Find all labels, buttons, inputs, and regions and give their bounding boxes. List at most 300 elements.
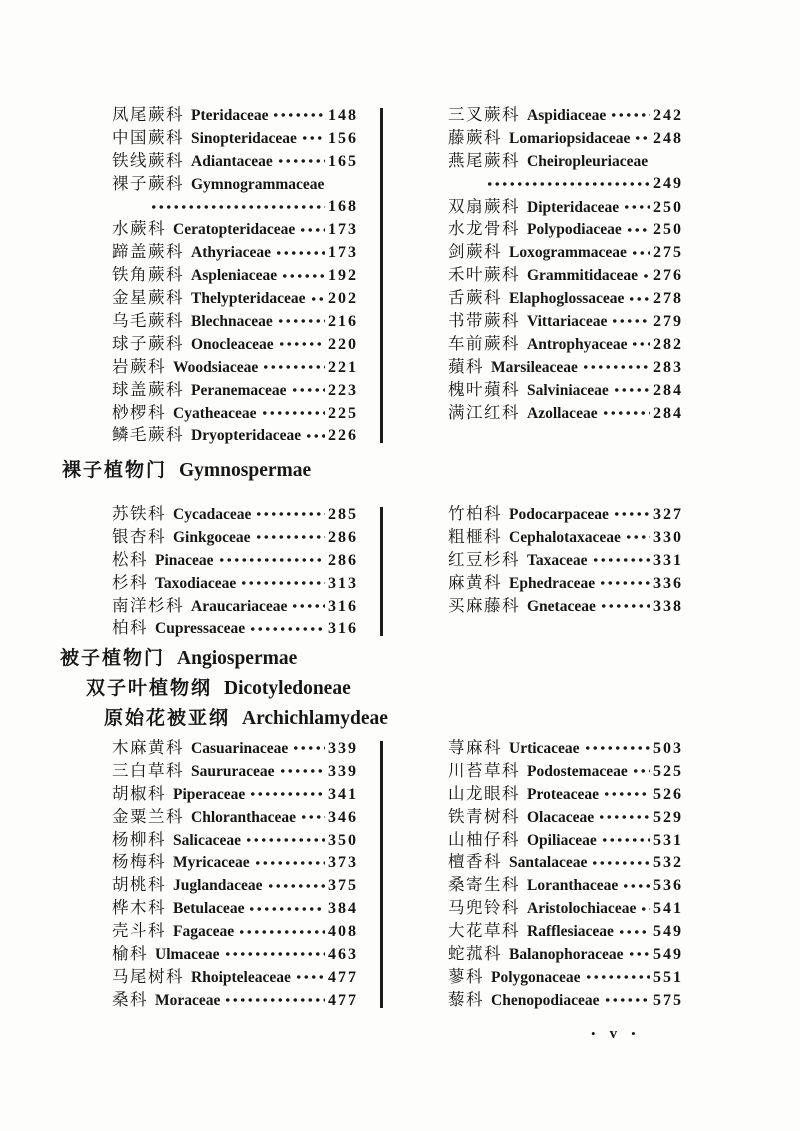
- family-name-latin: Juglandaceae: [173, 877, 263, 895]
- family-name-zh: 三叉蕨科: [448, 105, 520, 124]
- family-name-zh: 马兜铃科: [448, 898, 520, 918]
- dot-leader: [632, 767, 650, 775]
- dot-leader: [281, 272, 325, 280]
- family-name-latin: Moraceae: [155, 991, 221, 1009]
- page-number: 221: [328, 358, 358, 376]
- toc-entry: [112, 989, 358, 1012]
- family-name-zh: 壳斗科: [112, 921, 166, 941]
- toc-entry: [448, 829, 683, 852]
- toc-entry: [448, 549, 683, 572]
- toc-entry: [448, 760, 683, 783]
- dot-leader: [592, 556, 650, 564]
- angiosperm-left-column: [112, 737, 358, 1012]
- dot-leader: [486, 180, 650, 188]
- dot-leader: [275, 249, 325, 257]
- family-name-zh: 双扇蕨科: [448, 196, 520, 216]
- dot-leader: [292, 744, 325, 752]
- dot-leader: [623, 203, 650, 211]
- page-number: 275: [653, 244, 683, 262]
- toc-entry: [112, 333, 358, 356]
- page-number: 541: [653, 900, 683, 918]
- toc-entry: [112, 379, 358, 402]
- toc-entry: [448, 196, 683, 219]
- toc-entry: [448, 503, 683, 526]
- heading-latin: Angiospermae: [177, 648, 298, 669]
- dot-leader: [642, 272, 650, 280]
- toc-entry: [448, 287, 683, 310]
- toc-entry: [112, 196, 358, 219]
- page-number: 375: [328, 877, 358, 895]
- page-number: 532: [653, 854, 683, 872]
- page-number: 531: [653, 831, 683, 849]
- page-number: 536: [653, 877, 683, 895]
- toc-entry: [448, 173, 683, 196]
- family-name-latin: Vittariaceae: [527, 313, 608, 331]
- toc-entry: [112, 966, 358, 989]
- family-name-latin: Sinopteridaceae: [191, 129, 297, 147]
- dot-leader: [600, 602, 650, 610]
- family-name-latin: Thelypteridaceae: [191, 290, 306, 308]
- family-name-zh: 南洋杉科: [112, 595, 184, 615]
- family-name-latin: Pinaceae: [155, 551, 214, 569]
- page-number: 341: [328, 785, 358, 803]
- toc-entry: [112, 760, 358, 783]
- page-number: 477: [328, 991, 358, 1009]
- toc-entry: [448, 379, 683, 402]
- page-number: 338: [653, 597, 683, 615]
- toc-entry: [448, 806, 683, 829]
- page-number: 477: [328, 968, 358, 986]
- family-name-latin: Taxodiaceae: [155, 574, 237, 592]
- family-name-zh: 裸子蕨科: [112, 173, 184, 193]
- dot-leader: [625, 533, 650, 541]
- family-name-latin: Santalaceae: [509, 854, 588, 872]
- dot-leader: [618, 928, 650, 936]
- page-number: 284: [653, 404, 683, 422]
- family-name-zh: 粗榧科: [448, 526, 502, 546]
- toc-entry: [448, 356, 683, 379]
- toc-entry: [448, 897, 683, 920]
- family-name-zh: 檀香科: [448, 852, 502, 872]
- dot-leader: [628, 295, 650, 303]
- family-name-zh: 胡桃科: [112, 875, 166, 895]
- dot-leader: [640, 905, 650, 913]
- toc-entry: [112, 851, 358, 874]
- family-name-zh: 桑寄生科: [448, 875, 520, 895]
- page-number: 148: [328, 107, 358, 124]
- family-name-zh: 蘋科: [448, 356, 484, 376]
- family-name-zh: 山龙眼科: [448, 783, 520, 803]
- page-number: 216: [328, 313, 358, 331]
- page-number: 173: [328, 221, 358, 239]
- dot-leader: [602, 409, 650, 417]
- toc-entry: [448, 310, 683, 333]
- heading-zh: 被子植物门: [60, 648, 166, 669]
- family-name-zh: 桫椤科: [112, 402, 166, 422]
- heading-zh: 裸子植物门: [62, 460, 168, 481]
- family-name-latin: Rafflesiaceae: [527, 923, 614, 941]
- family-name-latin: Aspleniaceae: [191, 267, 278, 285]
- heading-latin: Dicotyledoneae: [224, 678, 351, 699]
- toc-entry: [448, 874, 683, 897]
- dot-leader: [224, 996, 325, 1004]
- page-number: 525: [653, 762, 683, 780]
- toc-entry: [112, 783, 358, 806]
- family-name-latin: Cheiropleuriaceae: [527, 152, 649, 170]
- family-name-zh: 榆科: [112, 944, 148, 964]
- family-name-latin: Blechnaceae: [191, 313, 273, 331]
- dot-leader: [631, 340, 650, 348]
- toc-entry: [112, 150, 358, 173]
- toc-entry: [448, 920, 683, 943]
- toc-entry: [112, 424, 358, 447]
- dot-leader: [249, 790, 325, 798]
- toc-entry: [112, 617, 358, 640]
- dot-leader: [255, 510, 325, 518]
- page-number: 285: [328, 506, 358, 523]
- page-number: 250: [653, 198, 683, 216]
- family-name-zh: 铁青树科: [448, 806, 520, 826]
- family-name-zh: 水蕨科: [112, 219, 166, 239]
- family-name-latin: Araucariaceae: [191, 597, 288, 615]
- dot-leader: [610, 111, 650, 119]
- family-name-latin: Proteaceae: [527, 785, 599, 803]
- toc-entry: [112, 920, 358, 943]
- family-name-latin: Gnetaceae: [527, 597, 596, 615]
- section-ferns: [0, 104, 800, 447]
- family-name-latin: Casuarinaceae: [191, 740, 289, 757]
- family-name-zh: 木麻黄科: [112, 738, 184, 757]
- dot-leader: [254, 859, 325, 867]
- toc-entry: [112, 173, 358, 196]
- dot-leader: [631, 249, 650, 257]
- page-number: 313: [328, 574, 358, 592]
- family-name-latin: Chenopodiaceae: [491, 991, 600, 1009]
- family-name-latin: Salviniaceae: [527, 381, 609, 399]
- page-number: 242: [653, 107, 683, 124]
- dot-leader: [238, 928, 325, 936]
- family-name-latin: Pteridaceae: [191, 107, 269, 124]
- family-name-latin: Myricaceae: [173, 854, 250, 872]
- family-name-zh: 银杏科: [112, 526, 166, 546]
- family-name-zh: 松科: [112, 549, 148, 569]
- dot-leader: [310, 295, 325, 303]
- family-name-latin: Ulmaceae: [155, 946, 220, 964]
- dot-leader: [300, 813, 325, 821]
- dot-leader: [279, 767, 325, 775]
- toc-entry: [448, 851, 683, 874]
- dot-leader: [299, 226, 325, 234]
- page-footer: [591, 1024, 636, 1044]
- family-name-latin: Cyatheaceae: [173, 404, 257, 422]
- family-name-latin: Antrophyaceae: [527, 335, 628, 353]
- footer-right-dot: •: [631, 1026, 636, 1041]
- toc-entry: [112, 310, 358, 333]
- page-number: 165: [328, 152, 358, 170]
- section-gymnospermae: [0, 503, 800, 640]
- page-number: 551: [653, 968, 683, 986]
- dot-leader: [245, 836, 325, 844]
- dot-leader: [611, 317, 650, 325]
- family-name-latin: Onocleaceae: [191, 335, 274, 353]
- page-number: 279: [653, 313, 683, 331]
- family-name-zh: 蹄盖蕨科: [112, 242, 184, 262]
- gymnosperm-right-column: [448, 503, 683, 617]
- page-number: 286: [328, 528, 358, 546]
- dot-leader: [603, 790, 650, 798]
- family-name-zh: 中国蕨科: [112, 127, 184, 147]
- page-number: 316: [328, 597, 358, 615]
- family-name-latin: Cephalotaxaceae: [509, 528, 621, 546]
- page-number: 286: [328, 551, 358, 569]
- family-name-latin: Dryopteridaceae: [191, 427, 302, 445]
- family-name-zh: 胡椒科: [112, 783, 166, 803]
- family-name-zh: 铁线蕨科: [112, 150, 184, 170]
- toc-entry: [448, 333, 683, 356]
- page-number: 384: [328, 900, 358, 918]
- toc-entry: [112, 264, 358, 287]
- heading-angiospermae: [60, 644, 388, 734]
- family-name-latin: Taxaceae: [527, 551, 588, 569]
- toc-entry: [448, 264, 683, 287]
- family-name-zh: 川苔草科: [448, 760, 520, 780]
- family-name-zh: 山柚仔科: [448, 829, 520, 849]
- toc-entry: [448, 218, 683, 241]
- family-name-latin: Polypodiaceae: [527, 221, 622, 239]
- toc-entry: [112, 402, 358, 425]
- family-name-zh: 红豆杉科: [448, 549, 520, 569]
- page-number: 373: [328, 854, 358, 872]
- dot-leader: [224, 950, 325, 958]
- page-number: 350: [328, 831, 358, 849]
- column-divider-rule: [380, 108, 383, 443]
- page-number: 526: [653, 785, 683, 803]
- family-name-latin: Elaphoglossaceae: [509, 290, 625, 308]
- toc-entry: [112, 806, 358, 829]
- dot-leader: [272, 111, 325, 119]
- page-number: 549: [653, 923, 683, 941]
- family-name-latin: Rhoipteleaceae: [191, 968, 291, 986]
- family-name-latin: Loxogrammaceae: [509, 244, 627, 262]
- toc-entry: [112, 356, 358, 379]
- family-name-zh: 蛇菰科: [448, 944, 502, 964]
- family-name-zh: 槐叶蘋科: [448, 379, 520, 399]
- heading-latin: Archichlamydeae: [242, 708, 388, 729]
- family-name-zh: 剑蕨科: [448, 242, 502, 262]
- family-name-zh: 凤尾蕨科: [112, 105, 184, 124]
- family-name-latin: Balanophoraceae: [509, 946, 624, 964]
- family-name-zh: 桦木科: [112, 898, 166, 918]
- dot-leader: [262, 363, 325, 371]
- family-name-zh: 杨柳科: [112, 829, 166, 849]
- family-name-zh: 柏科: [112, 618, 148, 638]
- dot-leader: [301, 134, 325, 142]
- gymnosperm-left-column: [112, 503, 358, 640]
- dot-leader: [584, 744, 650, 752]
- page-number: 283: [653, 358, 683, 376]
- toc-entry: [112, 241, 358, 264]
- ferns-right-column: [448, 104, 683, 424]
- family-name-latin: Marsileaceae: [491, 358, 578, 376]
- dot-leader: [255, 533, 326, 541]
- family-name-latin: Aristolochiaceae: [527, 900, 637, 918]
- family-name-latin: Peranemaceae: [191, 381, 287, 399]
- toc-entry: [112, 218, 358, 241]
- family-name-zh: 苏铁科: [112, 504, 166, 523]
- toc-entry: [112, 829, 358, 852]
- dot-leader: [613, 386, 650, 394]
- family-name-zh: 金粟兰科: [112, 806, 184, 826]
- page-number: 336: [653, 574, 683, 592]
- family-name-zh: 杨梅科: [112, 852, 166, 872]
- family-name-latin: Opiliaceae: [527, 831, 597, 849]
- page-number: 248: [653, 129, 683, 147]
- toc-entry: [112, 503, 358, 526]
- toc-entry: [448, 127, 683, 150]
- family-name-latin: Podostemaceae: [527, 762, 628, 780]
- family-name-latin: Ginkgoceae: [173, 528, 251, 546]
- toc-entry: [448, 402, 683, 425]
- toc-entry: [112, 104, 358, 127]
- dot-leader: [261, 409, 326, 417]
- toc-entry: [448, 241, 683, 264]
- family-name-latin: Woodsiaceae: [173, 358, 259, 376]
- dot-leader: [598, 813, 650, 821]
- family-name-latin: Lomariopsidaceae: [509, 129, 631, 147]
- dot-leader: [604, 996, 651, 1004]
- family-name-zh: 满江红科: [448, 402, 520, 422]
- toc-entry: [112, 572, 358, 595]
- dot-leader: [626, 226, 650, 234]
- heading-zh: 双子叶植物纲: [86, 678, 213, 699]
- page-number: 192: [328, 267, 358, 285]
- toc-entry: [112, 897, 358, 920]
- dot-leader: [582, 363, 650, 371]
- page-number: 249: [653, 174, 683, 192]
- family-name-latin: Podocarpaceae: [509, 506, 609, 523]
- page-number: 250: [653, 221, 683, 239]
- family-name-zh: 荨麻科: [448, 738, 502, 757]
- family-name-zh: 鳞毛蕨科: [112, 425, 184, 445]
- dot-leader: [240, 579, 325, 587]
- page-number: 225: [328, 404, 358, 422]
- page-number: 330: [653, 528, 683, 546]
- toc-entry: [448, 150, 683, 173]
- family-name-latin: Grammitidaceae: [527, 267, 639, 285]
- dot-leader: [277, 157, 325, 165]
- family-name-zh: 藜科: [448, 989, 484, 1009]
- page-number: 316: [328, 620, 358, 638]
- toc-entry: [112, 943, 358, 966]
- page-number: 339: [328, 740, 358, 757]
- family-name-zh: 岩蕨科: [112, 356, 166, 376]
- toc-entry: [112, 595, 358, 618]
- dot-leader: [278, 340, 325, 348]
- family-name-latin: Olacaceae: [527, 808, 595, 826]
- dot-leader: [218, 556, 325, 564]
- family-name-zh: 乌毛蕨科: [112, 311, 184, 331]
- family-name-latin: Aspidiaceae: [527, 107, 607, 124]
- angiosperm-right-column: [448, 737, 683, 1012]
- family-name-latin: Piperaceae: [173, 785, 246, 803]
- family-name-latin: Dipteridaceae: [527, 198, 620, 216]
- page-number: 463: [328, 946, 358, 964]
- family-name-latin: Urticaceae: [509, 740, 580, 757]
- family-name-zh: 舌蕨科: [448, 288, 502, 308]
- toc-entry: [112, 127, 358, 150]
- page-number: 173: [328, 244, 358, 262]
- family-name-latin: Adiantaceae: [191, 152, 273, 170]
- family-name-zh: 桑科: [112, 989, 148, 1009]
- toc-entry: [112, 874, 358, 897]
- page-number: 327: [653, 506, 683, 523]
- family-name-zh: 麻黄科: [448, 572, 502, 592]
- family-name-latin: Ephedraceae: [509, 574, 596, 592]
- column-divider-rule: [380, 507, 383, 636]
- toc-entry: [448, 966, 683, 989]
- page-number: 331: [653, 551, 683, 569]
- dot-leader: [277, 317, 325, 325]
- page-number: 220: [328, 335, 358, 353]
- family-name-latin: Athyriaceae: [191, 244, 272, 262]
- page-number: 278: [653, 290, 683, 308]
- page-number: 223: [328, 381, 358, 399]
- heading-gymnospermae: [62, 456, 311, 486]
- toc-entry: [448, 943, 683, 966]
- toc-entry: [448, 526, 683, 549]
- page-number: 168: [328, 197, 358, 215]
- dot-leader: [291, 602, 325, 610]
- page-number: 503: [653, 740, 683, 757]
- family-name-latin: Loranthaceae: [527, 877, 619, 895]
- toc-entry: [112, 287, 358, 310]
- dot-leader: [613, 510, 650, 518]
- family-name-zh: 车前蕨科: [448, 333, 520, 353]
- page-number: 202: [328, 290, 358, 308]
- toc-entry: [448, 104, 683, 127]
- page-number: 156: [328, 129, 358, 147]
- heading-zh: 原始花被亚纲: [104, 708, 231, 729]
- column-divider-rule: [380, 741, 383, 1008]
- family-name-zh: 藤蕨科: [448, 127, 502, 147]
- page-number: 575: [653, 991, 683, 1009]
- toc-entry: [448, 737, 683, 760]
- family-name-latin: Cupressaceae: [155, 620, 246, 638]
- toc-entry: [448, 595, 683, 618]
- dot-leader: [628, 950, 650, 958]
- section-angiospermae: [0, 737, 800, 1012]
- dot-leader: [150, 203, 325, 211]
- ferns-left-column: [112, 104, 358, 447]
- footer-page-numeral: v: [609, 1026, 618, 1042]
- page-number: 282: [653, 335, 683, 353]
- family-name-zh: 禾叶蕨科: [448, 265, 520, 285]
- dot-leader: [291, 386, 325, 394]
- family-name-zh: 铁角蕨科: [112, 265, 184, 285]
- dot-leader: [249, 625, 325, 633]
- toc-entry: [448, 989, 683, 1012]
- dot-leader: [585, 973, 650, 981]
- family-name-zh: 球盖蕨科: [112, 379, 184, 399]
- family-name-zh: 书带蕨科: [448, 311, 520, 331]
- family-name-latin: Saururaceae: [191, 762, 275, 780]
- page-number: 339: [328, 762, 358, 780]
- page-number: 408: [328, 923, 358, 941]
- toc-entry: [448, 783, 683, 806]
- family-name-latin: Chloranthaceae: [191, 808, 297, 826]
- family-name-zh: 大花草科: [448, 921, 520, 941]
- heading-latin: Gymnospermae: [179, 460, 312, 481]
